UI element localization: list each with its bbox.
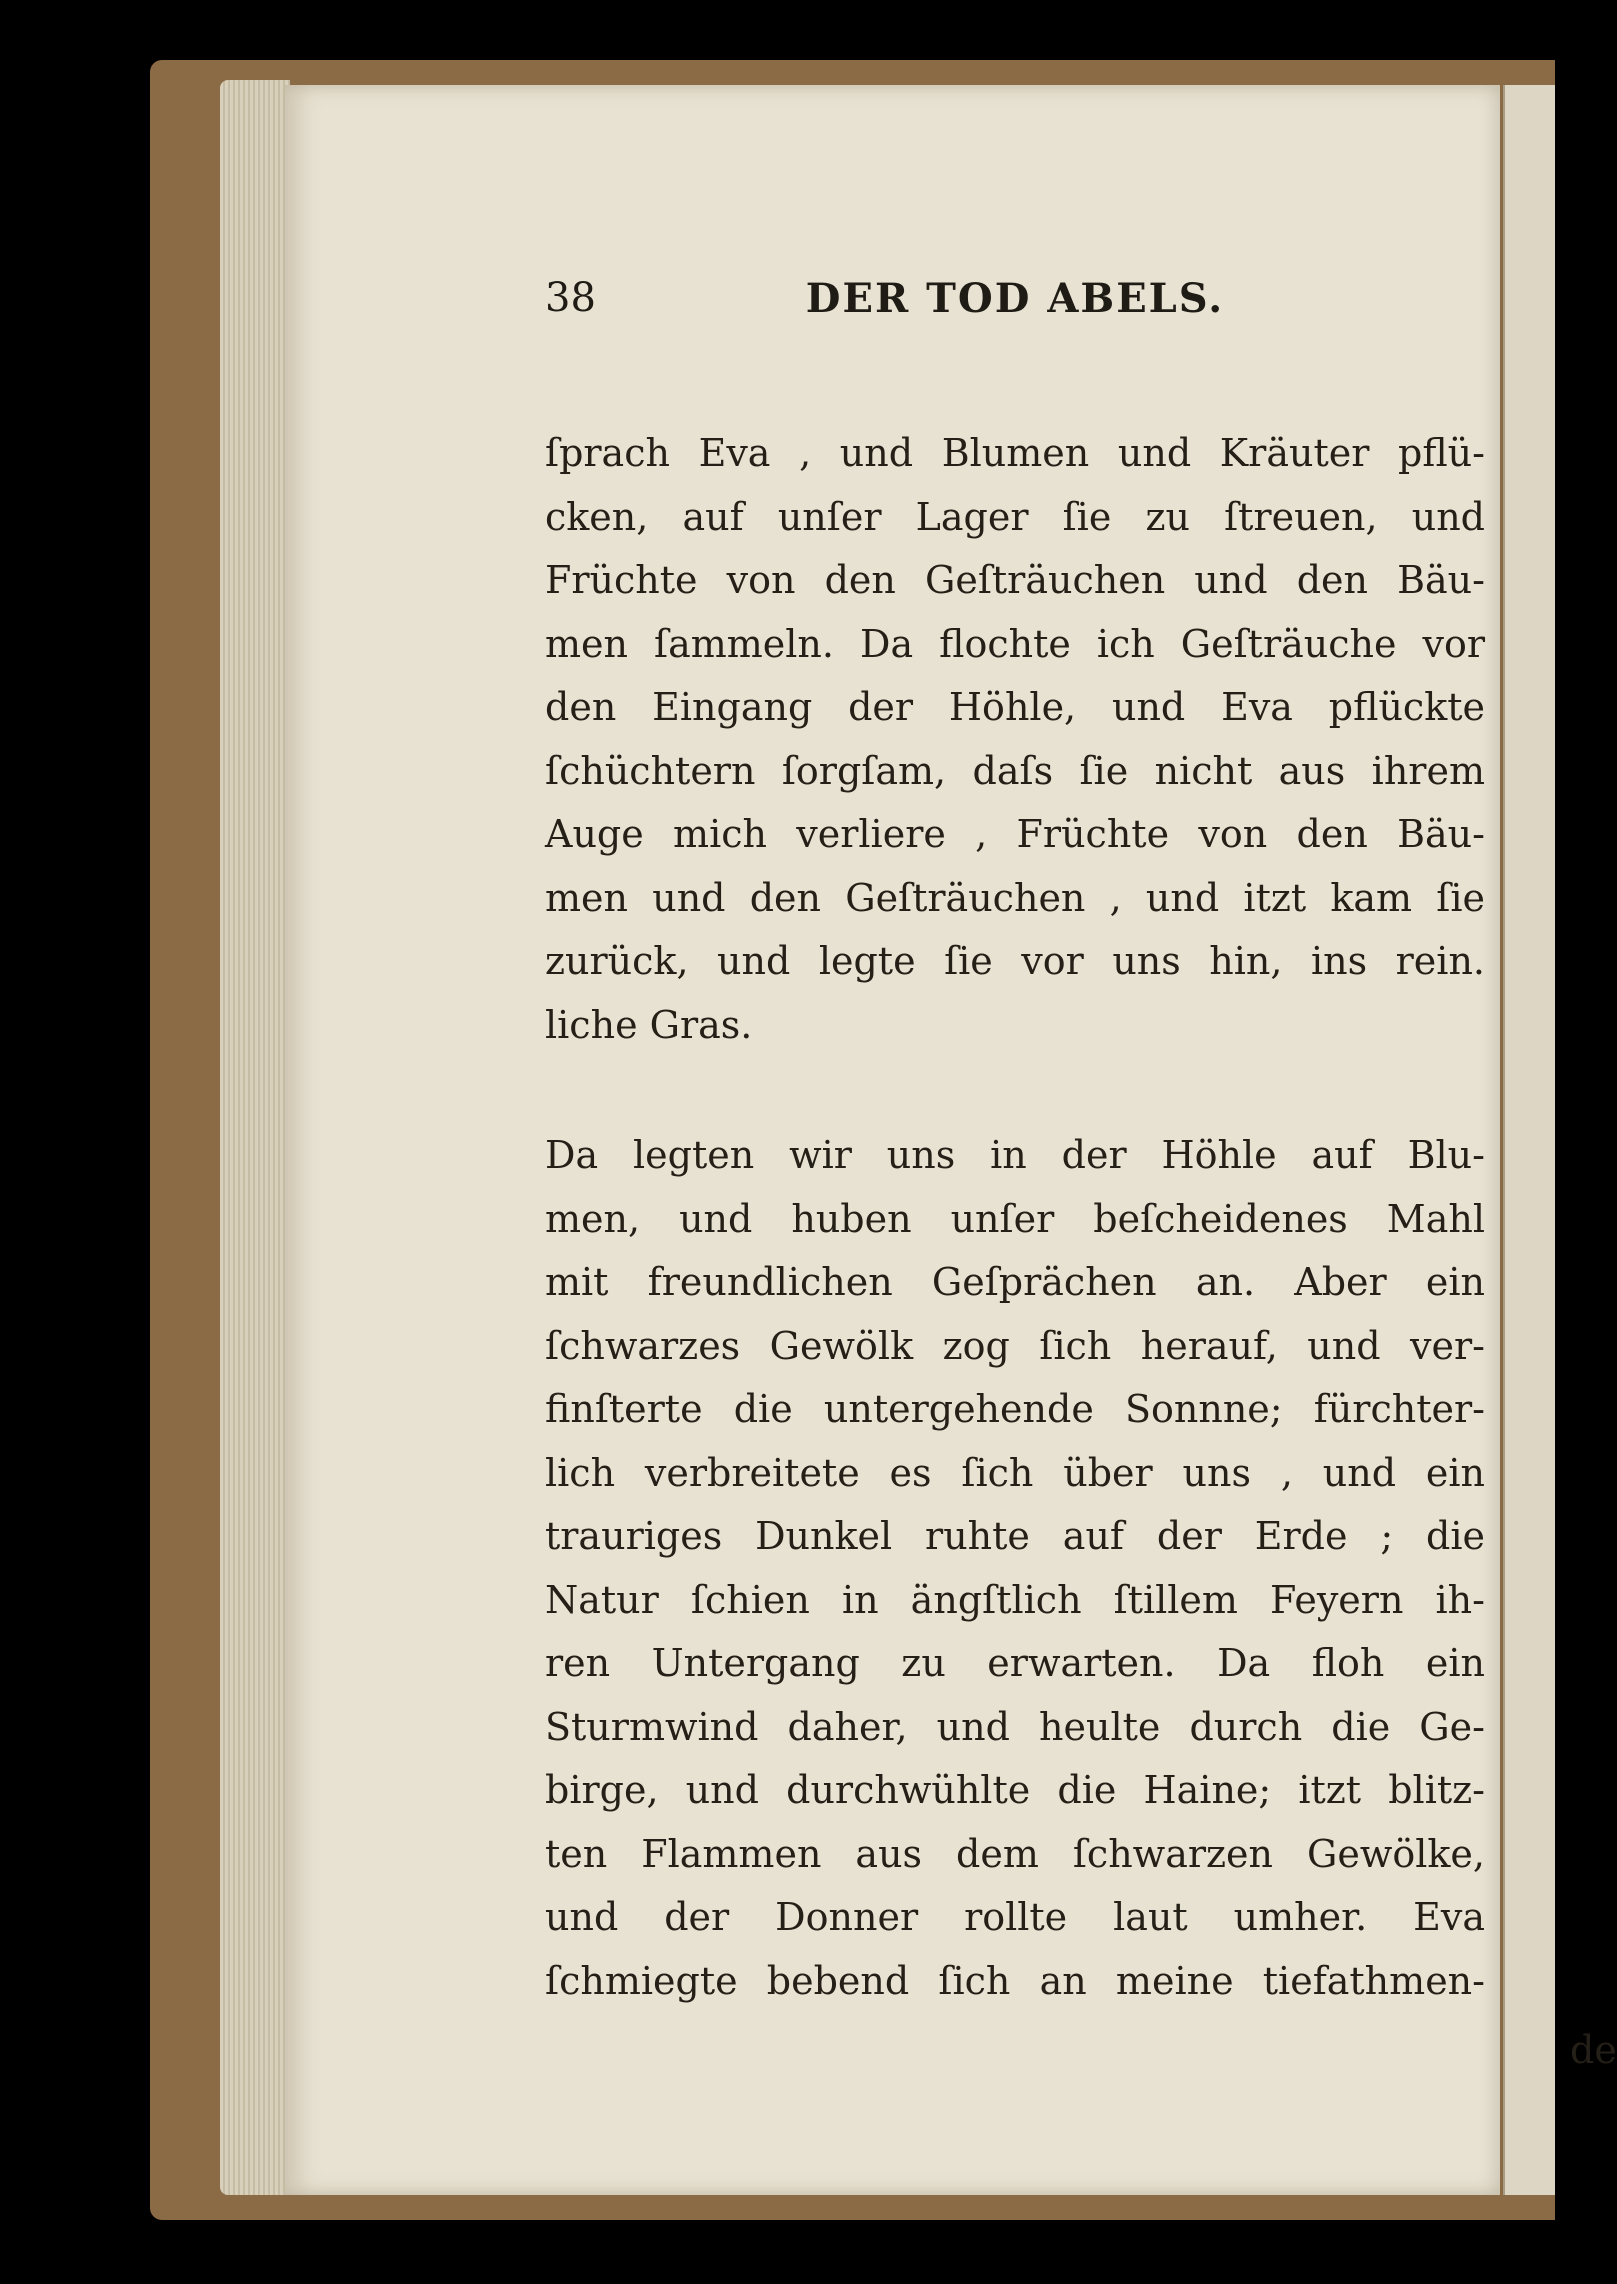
page-number: 38 [545, 275, 596, 321]
text-line: ten Flammen aus dem ſchwarzen Gewölke, [545, 1831, 1485, 1876]
catchword: de [1570, 2028, 1617, 2072]
text-line: den Eingang der Höhle, und Eva pflückte [545, 685, 1485, 729]
text-line: men und den Geſträuchen , und itzt kam ſie [545, 875, 1485, 920]
text-line: ſprach Eva , und Blumen und Kräuter pflü- [545, 431, 1485, 475]
text-line: men ſammeln. Da flochte ich Geſträuche vor [545, 621, 1485, 666]
text-line: und der Donner rollte laut umher. Eva [545, 1895, 1485, 1939]
text-line: mit freundlichen Geſprächen an. Aber ein [545, 1260, 1485, 1304]
page-edges [220, 80, 290, 2195]
text-line: ſchmiegte bebend ſich an meine tiefathmen- [545, 1958, 1485, 2003]
text-line: Früchte von den Geſträuchen und den Bäu- [545, 558, 1485, 602]
text-line: Da legten wir uns in der Höhle auf Blu- [545, 1133, 1485, 1177]
text-line: cken, auf unſer Lager ſie zu ſtreuen, und [545, 494, 1485, 539]
text-line: Natur ſchien in ängſtlich ſtillem Feyern ih- [545, 1577, 1485, 1622]
text-line: birge, und durchwühlte die Haine; itzt blitz- [545, 1768, 1485, 1812]
paragraph-2 [545, 1124, 1485, 2013]
text-line: ſchwarzes Gewölk zog ſich herauf, und ver- [545, 1323, 1485, 1368]
text-line: trauriges Dunkel ruhte auf der Erde ; die [545, 1514, 1485, 1558]
text-line: Auge mich verliere , Früchte von den Bäu- [545, 812, 1485, 856]
book-page [285, 85, 1617, 2195]
text-line: lich verbreitete es ſich über uns , und ein [545, 1450, 1485, 1495]
text-line: finſterte die untergehende Sonnne; fürchter- [545, 1387, 1485, 1431]
facing-page-edge [1503, 85, 1555, 2195]
text-line: Sturmwind daher, und heulte durch die Ge- [545, 1704, 1485, 1749]
running-title: DER TOD ABELS. [805, 275, 1225, 322]
text-line: ſchüchtern ſorgſam, daſs ſie nicht aus ihrem [545, 748, 1485, 793]
paragraph-1 [545, 422, 1485, 1057]
text-line: liche Gras. [545, 1002, 753, 1047]
text-line: men, und huben unſer beſcheidenes Mahl [545, 1196, 1485, 1241]
text-line: ren Untergang zu erwarten. Da floh ein [545, 1641, 1485, 1685]
text-line: zurück, und legte ſie vor uns hin, ins rein. [545, 939, 1485, 983]
